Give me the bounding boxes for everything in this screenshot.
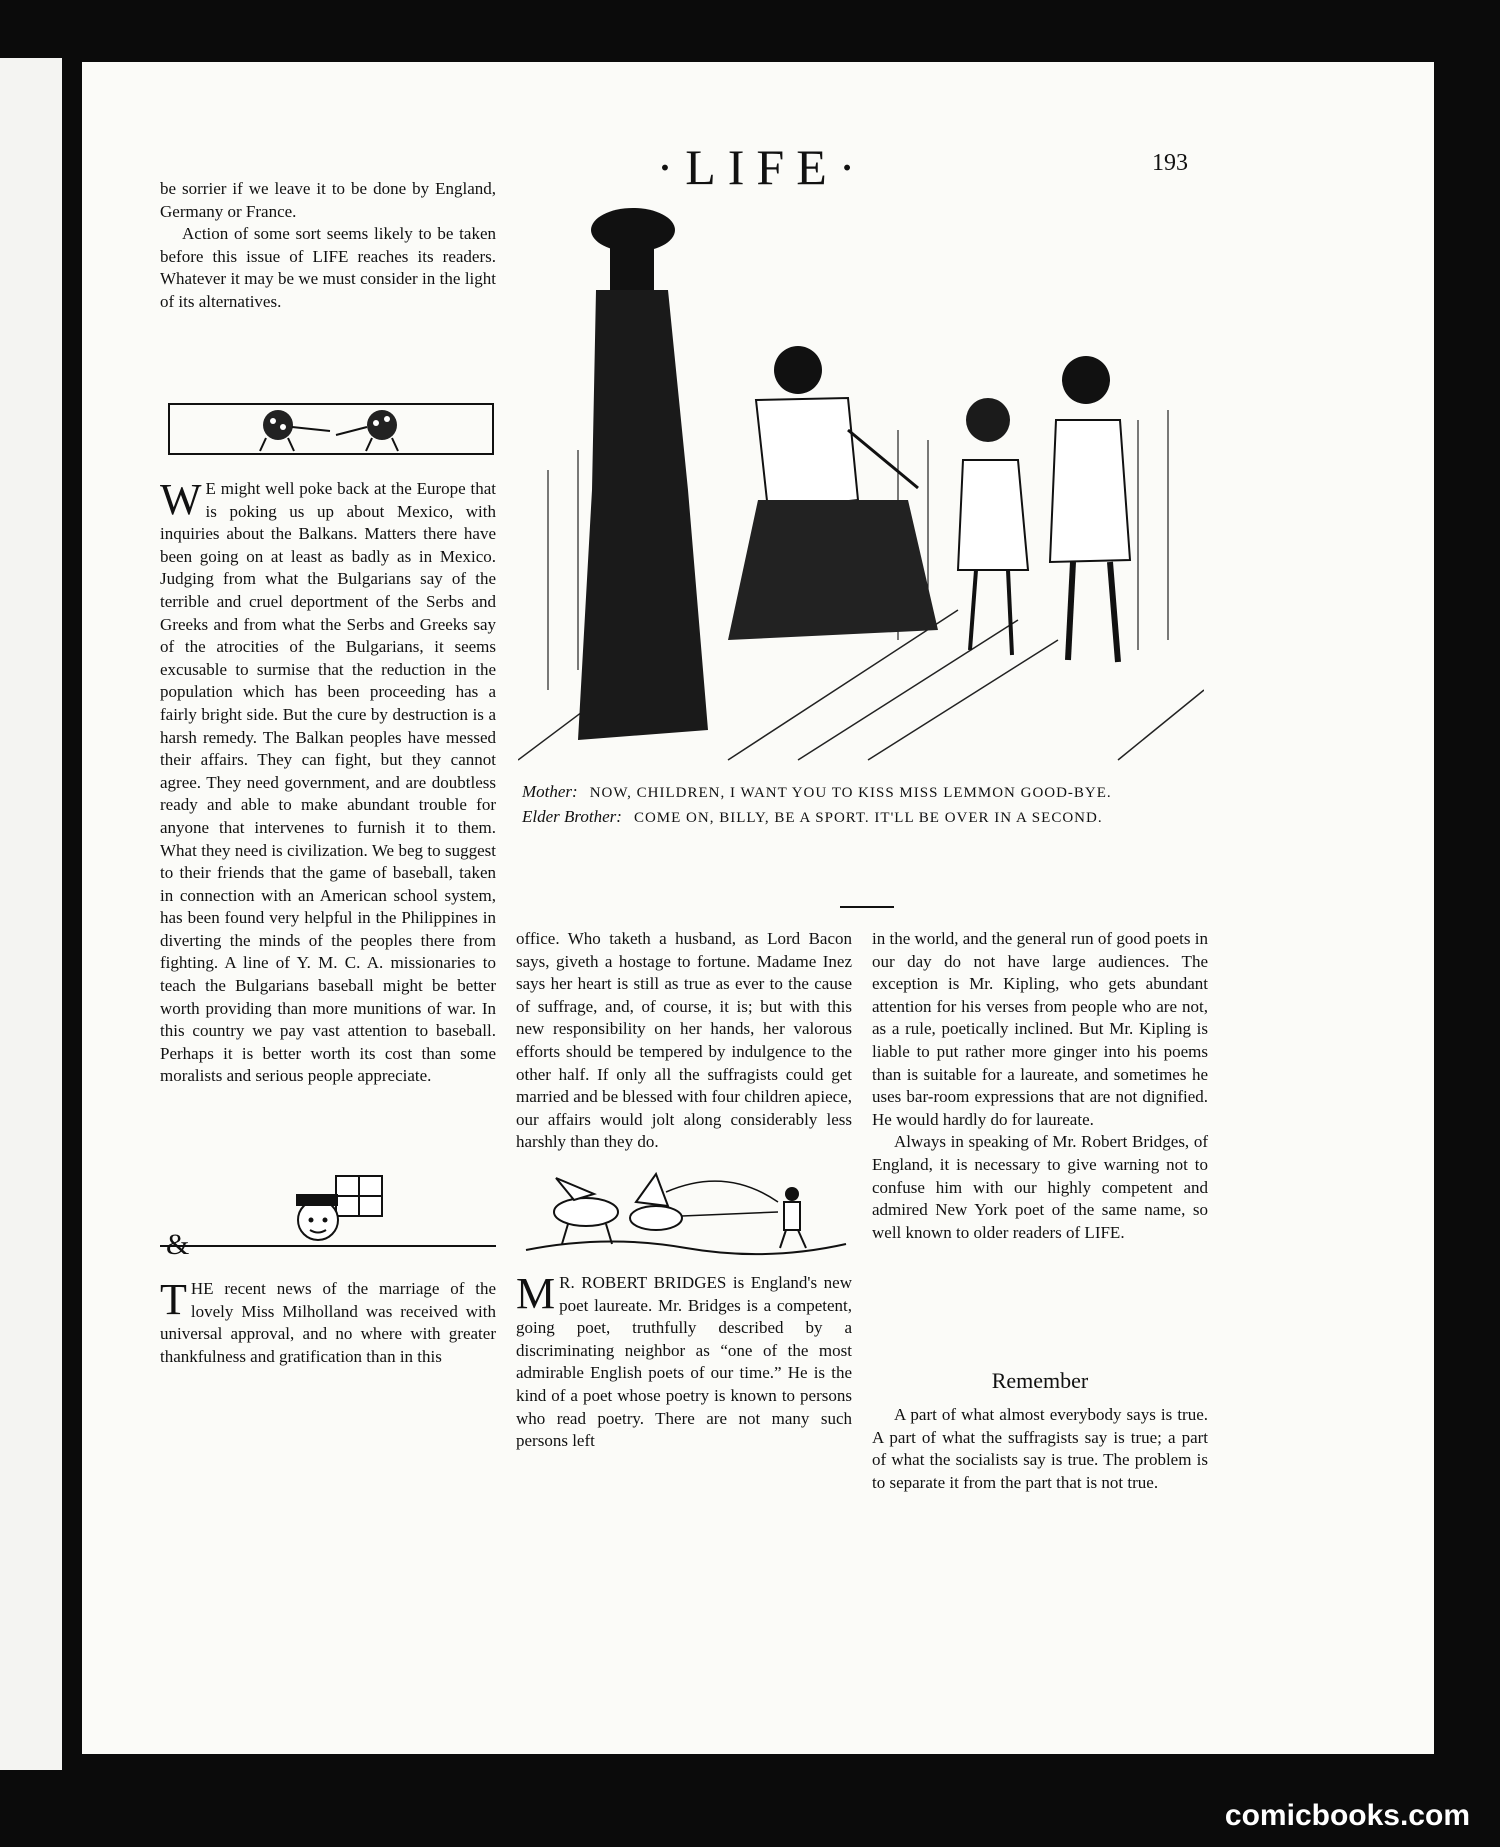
- masthead: ·LIFE·: [656, 139, 868, 195]
- caption-text: NOW, CHILDREN, I WANT YOU TO KISS MISS LEMMON GOOD-BYE.: [589, 785, 1112, 801]
- paragraph: be sorrier if we leave it to be done by England, Germany or France.: [160, 179, 496, 221]
- page-number: 193: [1152, 150, 1188, 176]
- caption-speaker: Elder Brother:: [522, 807, 622, 826]
- article-text: office. Who taketh a husband, as Lord Bacon says, giveth a hostage to fortune. Madame Inez says her heart is still as true as ever to the cause of suffrage, and, of course, it is; but with this new responsibility on her hands, her valorous efforts should be tempered by indulgence to the other half. If only all the suffragists could get married and be blessed with four children apiece, our affairs would jolt along considerably less harshly than they do.: [516, 929, 852, 1152]
- column-1-top: [160, 178, 496, 314]
- pegasus-plow-illustration: [516, 1172, 852, 1256]
- article-continuation: [516, 928, 852, 1154]
- illustration-caption: [522, 780, 1202, 830]
- article-bridges: [516, 1269, 852, 1453]
- article-text: A part of what almost everybody says is true. A part of what the suffragists say is true; a part of what the socialists say is true. The problem is to separate it from the part that is not true.: [872, 1405, 1208, 1492]
- caption-line: [522, 780, 1202, 805]
- paragraph: Always in speaking of Mr. Robert Bridges, of England, it is necessary to give warning not to confuse him with our highly competent and admired New York poet of the same name, so well known to older readers of LIFE.: [872, 1132, 1208, 1242]
- adjacent-page-edge: [0, 58, 62, 1770]
- article-balkans: [160, 475, 496, 1088]
- watermark: comicbooks.com: [1224, 1799, 1470, 1832]
- family-farewell-illustration: [518, 170, 1204, 762]
- svg-text:&: &: [166, 1228, 190, 1260]
- dice-figures-illustration: [170, 405, 492, 453]
- article-remember: [872, 1404, 1208, 1494]
- caption-rule: [840, 906, 894, 908]
- caption-speaker: Mother:: [522, 782, 578, 801]
- ornament-box: [168, 403, 494, 455]
- drop-cap: W: [160, 475, 202, 524]
- paragraph: in the world, and the general run of good poets in our day do not have large audiences. The exception is Mr. Kipling, who gets abundant attention for his verses from people who are not, as a rule, poetically inclined. But Mr. Kipling is liable to put rather more ginger into his poems than is suitable for a laureate, and sometimes he uses bar-room expressions that are not dignified. He would hardly do for laureate.: [872, 929, 1208, 1129]
- article-text: R. ROBERT BRIDGES is England's new poet laureate. Mr. Bridges is a competent, going poet, truthfully described by a discriminating neighbor as “one of the most admirable English poets of our time.” He is the kind of a poet whose poetry is known to persons who read poetry. There are not many such persons left: [516, 1273, 852, 1451]
- drop-cap: T: [160, 1275, 187, 1324]
- boy-carrying-box-illustration: [160, 1164, 496, 1260]
- caption-text: COME ON, BILLY, BE A SPORT. IT'LL BE OVER IN A SECOND.: [633, 810, 1103, 826]
- article-text: E might well poke back at the Europe that is poking us up about Mexico, with inquiries about the Balkans. Matters there have been going on at least as badly as in Mexico. Judging from what the Bulgarians say of the terrible and cruel deportment of the Serbs and Greeks and from what the Serbs and Greeks say of the atrocities of the Bulgarians, it seems excusable to surmise that the reduction in the population which has been proceeding has a fairly bright side. But the cure by destruction is a harsh remedy. The Balkan peoples have messed their affairs. They can fight, but they cannot agree. They need government, and are doubtless ready and able to make abundant trouble for anyone that intervenes to furnish it to them. What they need is civilization. We beg to suggest to their friends that the game of baseball, taken in connection with an American school system, has been found very helpful in the Philippines in diverting the minds of the peoples there from fighting. A line of Y. M. C. A. missionaries to teach the Bulgarians baseball might be better worth providing than more munitions of war. In this country we pay vast attention to baseball. Perhaps it is better worth its cost than some moralists and serious people appreciate.: [160, 479, 496, 1086]
- drop-cap: M: [516, 1269, 556, 1318]
- article-marriage: [160, 1275, 496, 1368]
- article-bridges-continued: [872, 928, 1208, 1244]
- magazine-page: [82, 62, 1434, 1754]
- caption-line: [522, 805, 1202, 830]
- article-text: HE recent news of the marriage of the lovely Miss Milholland was received with universal approval, and no where with greater thankfulness and gratification than in this: [160, 1279, 496, 1366]
- paragraph: Action of some sort seems likely to be taken before this issue of LIFE reaches its readers. Whatever it may be we must consider in the light of its alternatives.: [160, 224, 496, 311]
- remember-heading: Remember: [991, 1368, 1089, 1393]
